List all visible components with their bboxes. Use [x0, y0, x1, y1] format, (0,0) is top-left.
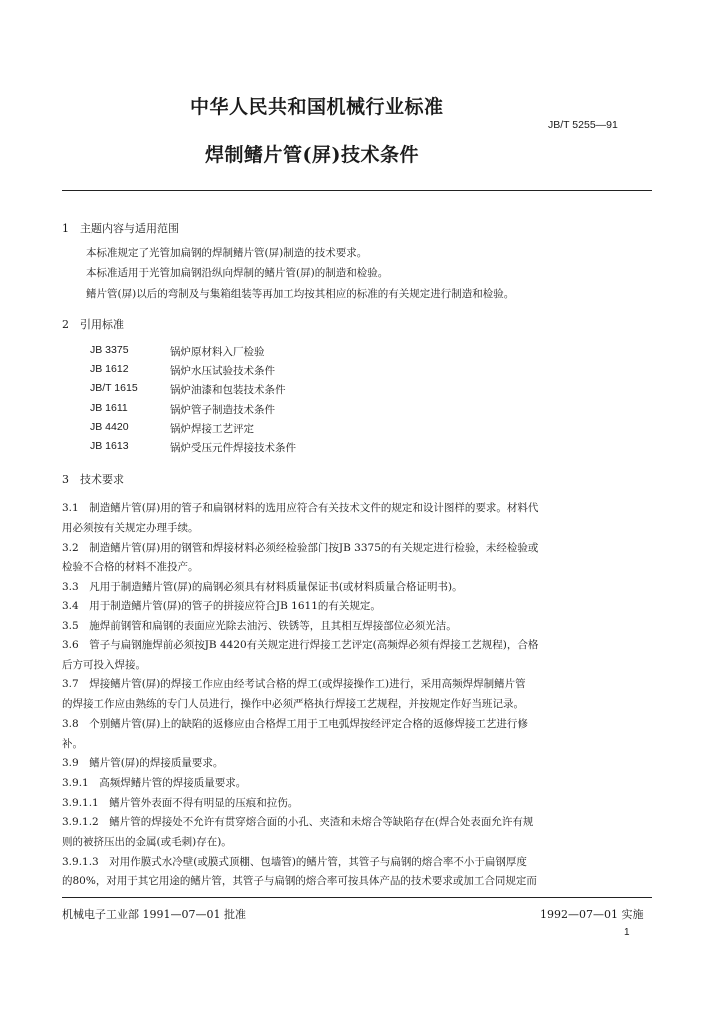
ref-name: 锅炉原材料入厂检验	[170, 346, 265, 358]
section-3-heading: 3 技术要求	[62, 473, 124, 486]
ref-code: JB 1612	[90, 363, 129, 375]
document-title: 焊制鳍片管(屏)技术条件	[205, 144, 419, 166]
clause-3-9-1-2-line-1: 3.9.1.2 鳍片管的焊接处不允许有贯穿熔合面的小孔、夹渣和未熔合等缺陷存在(焊合处表面允许有规	[62, 816, 534, 828]
clause-3-9-1: 3.9.1 高频焊鳍片管的焊接质量要求。	[62, 777, 247, 789]
ref-name: 锅炉管子制造技术条件	[170, 404, 275, 416]
org-title: 中华人民共和国机械行业标准	[190, 96, 444, 118]
ref-name: 锅炉油漆和包装技术条件	[170, 384, 286, 396]
section-1-heading: 1 主题内容与适用范围	[62, 222, 179, 235]
ref-name: 锅炉受压元件焊接技术条件	[170, 442, 296, 454]
sec1-para-3: 鳍片管(屏)以后的弯制及与集箱组装等再加工均按其相应的标准的有关规定进行制造和检验。	[86, 288, 515, 300]
clause-3-8-line-2: 补。	[62, 738, 83, 750]
sec1-para-1: 本标准规定了光管加扁钢的焊制鳍片管(屏)制造的技术要求。	[86, 247, 368, 259]
clause-3-9-1-2-line-2: 则的被挤压出的金属(或毛刺)存在)。	[62, 836, 232, 848]
clause-3-7-line-2: 的焊接工作应由熟练的专门人员进行，操作中必须严格执行焊接工艺规程，并按规定作好当班记录。	[62, 698, 524, 710]
ref-code: JB 3375	[90, 344, 129, 356]
ref-name: 锅炉焊接工艺评定	[170, 423, 254, 435]
clause-3-1-line-1: 3.1 制造鳍片管(屏)用的管子和扁钢材料的选用应符合有关技术文件的规定和设计图样的要求。材料代	[62, 502, 539, 514]
header-rule	[62, 190, 652, 191]
clause-3-4: 3.4 用于制造鳍片管(屏)的管子的拼接应符合JB 1611的有关规定。	[62, 600, 381, 612]
ref-code: JB 4420	[90, 421, 129, 433]
clause-3-6-line-2: 后方可投入焊接。	[62, 659, 146, 671]
clause-3-7-line-1: 3.7 焊接鳍片管(屏)的焊接工作应由经考试合格的焊工(或焊接操作工)进行，采用高频焊焊制鳍片管	[62, 678, 526, 690]
clause-3-6-line-1: 3.6 管子与扁钢施焊前必须按JB 4420有关规定进行焊接工艺评定(高频焊必须有焊接工艺规程)，合格	[62, 639, 539, 651]
clause-3-9-1-3-line-2: 的80%，对用于其它用途的鳍片管，其管子与扁钢的熔合率可按具体产品的技术要求或加工合同规定而	[62, 875, 537, 887]
standard-number: JB/T 5255—91	[548, 119, 618, 131]
clause-3-9-1-1: 3.9.1.1 鳍片管外表面不得有明显的压痕和拉伤。	[62, 797, 299, 809]
ref-name: 锅炉水压试验技术条件	[170, 365, 275, 377]
clause-3-1-line-2: 用必须按有关规定办理手续。	[62, 522, 199, 534]
ref-code: JB/T 1615	[90, 382, 138, 394]
approval-line: 机械电子工业部 1991—07—01 批准	[62, 908, 246, 921]
clause-3-9: 3.9 鳍片管(屏)的焊接质量要求。	[62, 757, 224, 769]
clause-3-9-1-3-line-1: 3.9.1.3 对用作膜式水冷壁(或膜式顶棚、包墙管)的鳍片管，其管子与扁钢的熔合率不小于扁钢厚度	[62, 856, 527, 868]
implementation-line: 1992—07—01 实施	[540, 908, 644, 921]
sec1-para-2: 本标准适用于光管加扁钢沿纵向焊制的鳍片管(屏)的制造和检验。	[86, 267, 389, 279]
clause-3-8-line-1: 3.8 个别鳍片管(屏)上的缺陷的返修应由合格焊工用于工电弧焊按经评定合格的返修焊接工艺进行修	[62, 718, 528, 730]
section-2-heading: 2 引用标准	[62, 318, 124, 331]
clause-3-5: 3.5 施焊前钢管和扁钢的表面应光除去油污、铁锈等，且其相互焊接部位必须光洁。	[62, 620, 457, 632]
clause-3-3: 3.3 凡用于制造鳍片管(屏)的扁钢必须具有材料质量保证书(或材料质量合格证明书)。	[62, 581, 463, 593]
page-number: 1	[624, 927, 630, 938]
footer-rule	[62, 897, 652, 898]
clause-3-2-line-1: 3.2 制造鳍片管(屏)用的钢管和焊接材料必须经检验部门按JB 3375的有关规定进行检验，未经检验或	[62, 542, 539, 554]
clause-3-2-line-2: 检验不合格的材料不准投产。	[62, 561, 199, 573]
ref-code: JB 1611	[90, 402, 128, 414]
ref-code: JB 1613	[90, 440, 129, 452]
